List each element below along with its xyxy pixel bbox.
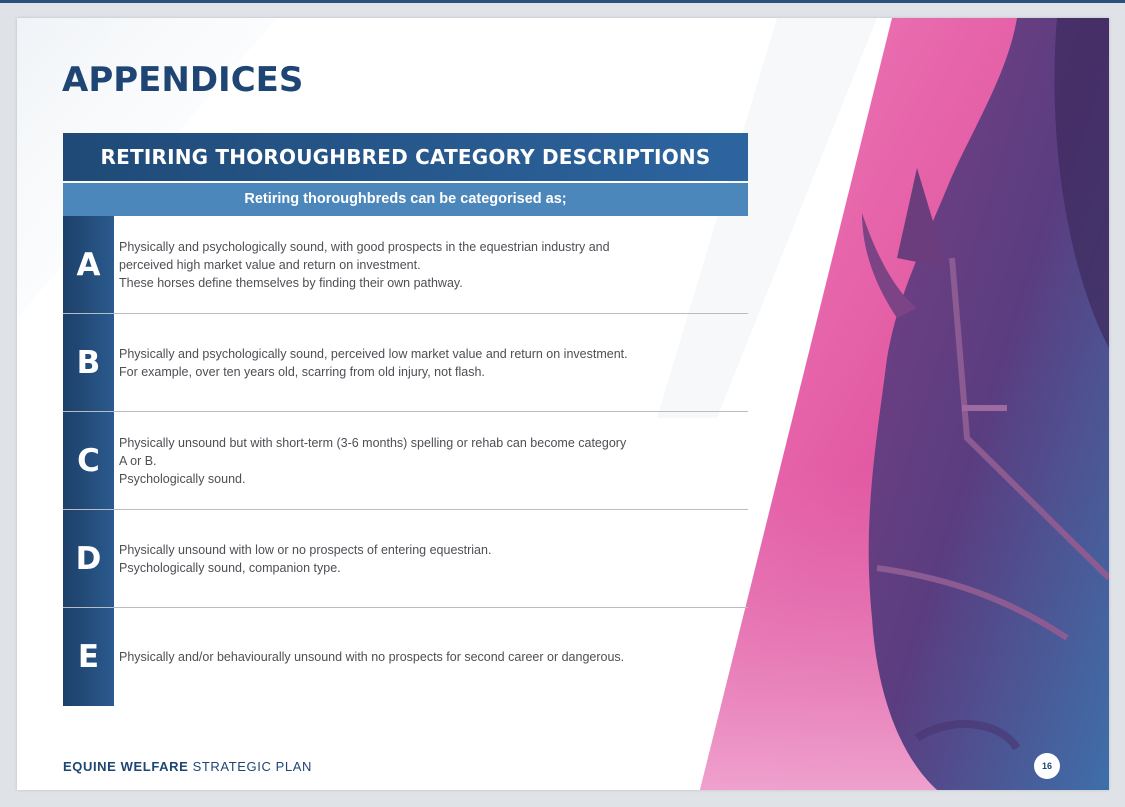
category-description: [114, 412, 626, 509]
description-line: Psychologically sound.: [119, 471, 246, 486]
page-number: 16: [1034, 753, 1060, 779]
category-table: [63, 133, 748, 706]
description-line: A or B.: [119, 453, 157, 468]
description-line: Physically unsound but with short-term (3-6 months) spelling or rehab can become category: [119, 435, 627, 450]
description-line: Physically and psychologically sound, perceived low market value and return on investment.: [119, 346, 628, 361]
table-row: [63, 412, 748, 510]
footer-brand-rest: STRATEGIC PLAN: [188, 759, 313, 774]
page-title: APPENDICES: [62, 60, 304, 100]
description-line: For example, over ten years old, scarring from old injury, not flash.: [119, 364, 485, 379]
table-row: [63, 314, 748, 412]
footer-brand-bold: EQUINE WELFARE: [63, 759, 189, 774]
category-description: [114, 608, 624, 706]
table-row: [63, 510, 748, 608]
category-letter: E: [63, 608, 114, 706]
footer-brand: [63, 759, 312, 774]
table-row: [63, 216, 748, 314]
table-subtitle: Retiring thoroughbreds can be categorised as;: [63, 183, 748, 216]
category-letter: A: [63, 216, 114, 313]
category-description: [114, 216, 610, 313]
category-letter: B: [63, 314, 114, 411]
category-letter: C: [63, 412, 114, 509]
description-line: perceived high market value and return on investment.: [119, 257, 421, 272]
description-line: Physically unsound with low or no prospects of entering equestrian.: [119, 542, 492, 557]
description-line: Physically and/or behaviourally unsound with no prospects for second career or dangerous.: [119, 650, 625, 664]
table-row: [63, 608, 748, 706]
category-description: [114, 314, 628, 411]
category-description: [114, 510, 491, 607]
category-letter: D: [63, 510, 114, 607]
table-title: RETIRING THOROUGHBRED CATEGORY DESCRIPTIONS: [63, 133, 748, 181]
description-line: Physically and psychologically sound, with good prospects in the equestrian industry and: [119, 239, 610, 254]
description-line: Psychologically sound, companion type.: [119, 560, 341, 575]
top-border: [0, 0, 1125, 3]
description-line: These horses define themselves by finding their own pathway.: [119, 275, 463, 290]
slide-page: [17, 18, 1109, 790]
